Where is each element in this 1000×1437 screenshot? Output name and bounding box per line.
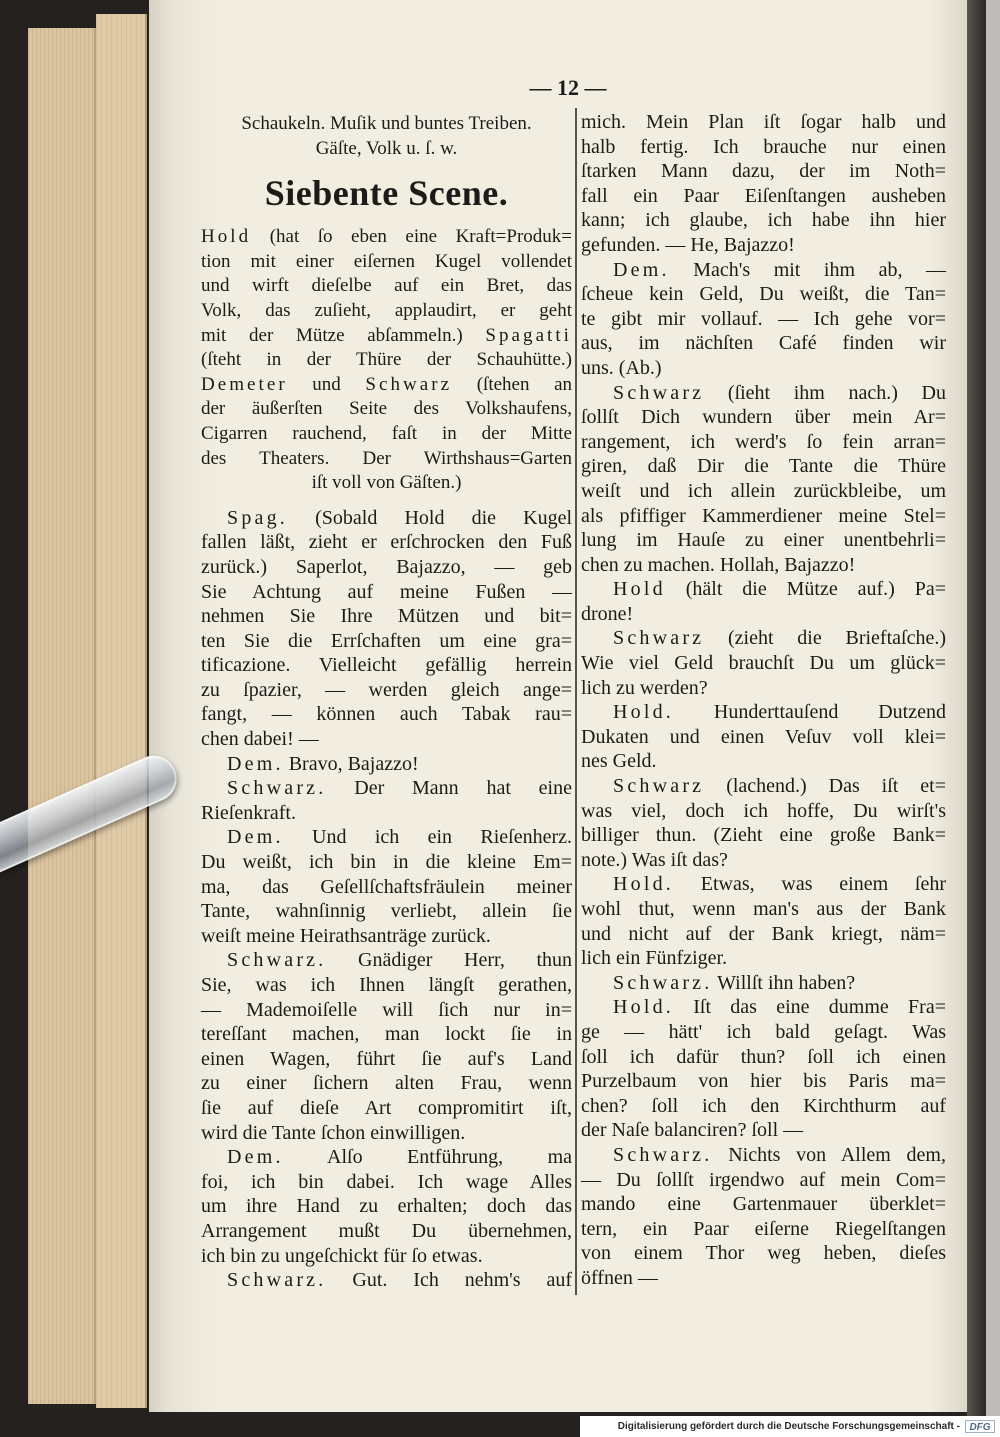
text-line	[201, 629, 572, 654]
character-name: Hold	[201, 226, 252, 248]
character-name: Hold	[613, 578, 666, 601]
text-line	[581, 1094, 946, 1119]
text-run: chen zu machen. Hollah, Bajazzo!	[581, 553, 856, 576]
text-run: mich. Mein Plan iſt ſogar halb und	[581, 111, 946, 133]
text-line	[201, 899, 572, 924]
column-divider	[575, 108, 577, 1295]
speech	[201, 506, 572, 752]
text-line	[201, 1145, 572, 1170]
text-line	[201, 1219, 572, 1244]
character-name: Dem.	[227, 826, 284, 849]
text-run: Der Mann hat eine	[326, 777, 572, 800]
character-name: Schwarz	[613, 627, 705, 650]
text-line	[581, 282, 946, 307]
text-run: chen dabei! —	[201, 728, 319, 751]
text-run: ſollſt Dich wundern über mein Ar=	[581, 406, 946, 429]
scene-heading: Siebente Scene.	[264, 173, 509, 214]
page-edge-shadow	[967, 0, 986, 1416]
text-line	[581, 676, 946, 701]
text-run: ſoll ich dafür thun? ſoll ich einen	[581, 1045, 946, 1068]
speech	[201, 752, 572, 777]
text-run: gefunden. — He, Bajazzo!	[581, 233, 795, 256]
text-run: fangt, — können auch Tabak rau=	[201, 703, 572, 726]
text-run: (ſtehen an	[452, 373, 573, 395]
book-page-edges-inner	[96, 14, 147, 1408]
text-line	[581, 946, 946, 971]
text-run: was viel, doch ich hoffe, Du wirſt's	[581, 799, 946, 822]
text-run: — Du ſollſt irgendwo auf mein Com=	[581, 1168, 946, 1191]
speech	[581, 258, 946, 381]
text-run: aus, im nächſten Café finden wir	[581, 332, 946, 355]
text-run: Sie Achtung auf meine Fußen —	[201, 580, 572, 603]
text-line	[201, 1121, 572, 1146]
text-run: Iſt das eine dumme Fra=	[674, 996, 946, 1019]
text-line	[581, 995, 946, 1020]
text-run: lich zu werden?	[581, 676, 708, 699]
text-line	[581, 626, 946, 651]
text-line	[201, 1268, 572, 1293]
text-line	[201, 225, 572, 250]
text-line	[581, 725, 946, 750]
text-line	[581, 774, 946, 799]
text-line	[201, 1022, 572, 1047]
text-run: ich bin zu ungeſchickt für ſo etwas.	[201, 1244, 483, 1267]
left-column	[201, 112, 572, 1293]
text-run: zu einer ſichern alten Frau, wenn	[201, 1072, 572, 1095]
text-run: foi, ich bin dabei. Ich wage Alles	[201, 1170, 572, 1193]
text-line	[581, 258, 946, 283]
text-line	[201, 373, 572, 398]
text-line	[581, 208, 946, 233]
text-line	[581, 1217, 946, 1242]
character-name: Schwarz.	[227, 777, 327, 800]
speech	[201, 776, 572, 825]
text-line	[201, 324, 572, 349]
text-line	[581, 1069, 946, 1094]
text-run: öffnen —	[581, 1266, 658, 1289]
text-run: rangement, ich werd's ſo fein arran=	[581, 430, 946, 453]
text-run: nes Geld.	[581, 750, 657, 773]
text-line	[581, 356, 946, 381]
speech	[581, 872, 946, 970]
text-run: Alſo Entführung, ma	[283, 1146, 572, 1169]
dfg-logo: DFG	[965, 1420, 995, 1433]
text-line	[581, 823, 946, 848]
text-line	[581, 848, 946, 873]
text-line	[581, 651, 946, 676]
dialogue	[581, 110, 946, 1291]
text-run: fallen läßt, zieht er erſchrocken den Fuß	[201, 531, 572, 554]
text-line	[581, 897, 946, 922]
speech	[201, 825, 572, 948]
text-run: als pfiffiger Kammerdiener meine Stel=	[581, 504, 946, 527]
text-line	[201, 506, 572, 531]
text-line	[581, 922, 946, 947]
text-run: uns. (Ab.)	[581, 356, 662, 379]
speech	[581, 1143, 946, 1291]
text-line	[201, 801, 572, 826]
text-run: te gibt mir vollauf. — Ich gehe vor=	[581, 307, 946, 330]
text-run: Wie viel Geld brauchſt Du um glück=	[581, 652, 946, 675]
text-run: halb fertig. Ich brauche nur einen	[581, 135, 946, 158]
character-name: Schwarz.	[613, 971, 713, 994]
text-line	[201, 678, 572, 703]
text-line	[201, 653, 572, 678]
text-line	[581, 233, 946, 258]
text-line	[581, 749, 946, 774]
speech	[581, 110, 946, 258]
text-run: zurück.) Saperlot, Bajazzo, — geb	[201, 555, 572, 578]
text-run: und wirft dieſelbe auf ein Bret, das	[201, 275, 572, 297]
text-line	[201, 1170, 572, 1195]
speech	[581, 774, 946, 872]
text-line	[581, 1168, 946, 1193]
speech	[581, 381, 946, 578]
text-line	[201, 924, 572, 949]
text-run: iſt voll von Gäſten.)	[311, 472, 462, 494]
stage-direction	[201, 225, 572, 496]
digitization-footer	[580, 1416, 1000, 1437]
book-page-edges-outer	[28, 28, 96, 1404]
text-line	[581, 1143, 946, 1168]
text-run: chen? ſoll ich den Kirchthurm auf	[581, 1094, 946, 1117]
text-run: weiſt und ich allein zurückbleibe, um	[581, 479, 946, 502]
text-run: weiſt meine Heirathsanträge zurück.	[201, 924, 491, 947]
character-name: Schwarz	[613, 775, 705, 798]
speech	[581, 995, 946, 1143]
text-run: (Sobald Hold die Kugel	[288, 506, 572, 529]
text-run: Purzelbaum von hier bis Paris ma=	[581, 1070, 946, 1093]
text-line	[581, 184, 946, 209]
text-line	[201, 555, 572, 580]
text-line	[581, 405, 946, 430]
text-run: ſcheue kein Geld, Du weißt, die Tan=	[581, 283, 946, 306]
character-name: Hold.	[613, 996, 674, 1019]
text-run: (ſieht ihm nach.) Du	[704, 381, 946, 404]
text-line	[201, 948, 572, 973]
text-run: Hunderttauſend Dutzend	[674, 701, 946, 724]
text-run: Arrangement mußt Du übernehmen,	[201, 1219, 572, 1242]
text-line	[201, 447, 572, 472]
text-line	[201, 875, 572, 900]
text-run: Und ich ein Rieſenherz.	[283, 826, 572, 849]
speech	[581, 700, 946, 774]
text-run: Etwas, was einem ſehr	[674, 873, 946, 896]
text-line	[201, 752, 572, 777]
text-line	[581, 872, 946, 897]
text-line	[201, 530, 572, 555]
text-run: ſie auf dieſe Art compromitirt iſt,	[201, 1096, 572, 1119]
text-run: tificazione. Vielleicht gefällig herrein	[201, 654, 572, 677]
speech	[581, 971, 946, 996]
character-name: Schwarz.	[227, 1269, 327, 1292]
text-line	[581, 135, 946, 160]
character-name: Dem.	[613, 258, 670, 281]
dialogue	[201, 506, 572, 1293]
text-line	[581, 577, 946, 602]
text-line	[201, 471, 572, 496]
text-run: der äußerſten Seite des Volkshaufens,	[201, 398, 572, 420]
text-line	[201, 1194, 572, 1219]
text-line	[581, 1192, 946, 1217]
text-run: tern, ein Paar eiſerne Riegelſtangen	[581, 1217, 946, 1240]
text-line	[201, 973, 572, 998]
text-line	[201, 1096, 572, 1121]
text-line	[201, 727, 572, 752]
text-run: tereſſant machen, man lockt ſie in	[201, 1023, 572, 1046]
funding-credit: Digitalisierung gefördert durch die Deutsche Forschungsgemeinschaft -	[617, 1421, 960, 1432]
text-line	[201, 274, 572, 299]
text-run: Cigarren rauchend, faſt in der Mitte	[201, 422, 572, 444]
text-run: Bravo, Bajazzo!	[283, 752, 419, 775]
text-run: der Naſe balanciren? ſoll —	[581, 1119, 804, 1142]
text-line	[581, 553, 946, 578]
text-line	[201, 776, 572, 801]
character-name: Hold.	[613, 701, 674, 724]
text-line	[581, 110, 946, 135]
text-line	[581, 1241, 946, 1266]
text-line	[201, 850, 572, 875]
text-line	[581, 430, 946, 455]
text-run: Volk, das zuſieht, applaudirt, er geht	[201, 299, 572, 321]
text-line	[581, 1266, 946, 1291]
scene-intro-direction	[201, 112, 572, 161]
text-line	[201, 702, 572, 727]
text-run: um ihre Hand zu erhalten; doch das	[201, 1195, 572, 1218]
text-run: Willſt ihn haben?	[712, 971, 856, 994]
text-line	[201, 580, 572, 605]
speech	[581, 626, 946, 700]
text-run: Schaukeln. Muſik und buntes Treiben.	[241, 113, 532, 134]
text-run: Gnädiger Herr, thun	[326, 949, 572, 972]
text-line	[201, 299, 572, 324]
character-name: Demeter	[201, 373, 288, 395]
text-run: ma, das Geſellſchaftsfräulein meiner	[201, 875, 572, 898]
text-run: ge — hätt' ich bald geſagt. Was	[581, 1020, 946, 1043]
text-line	[201, 112, 572, 137]
book-page	[149, 0, 967, 1412]
text-line	[581, 971, 946, 996]
character-name: Spagatti	[485, 324, 572, 346]
text-line	[581, 381, 946, 406]
page-number: — 12 —	[529, 75, 607, 100]
text-run: billiger thun. (Zieht eine große Bank=	[581, 824, 946, 847]
text-run: und	[287, 373, 366, 395]
text-run: (hält die Mütze auf.) Pa=	[665, 578, 946, 601]
text-run: einen Wagen, führt ſie auf's Land	[201, 1047, 572, 1070]
speech	[581, 577, 946, 626]
character-name: Spag.	[227, 506, 288, 529]
character-name: Schwarz.	[613, 1143, 713, 1166]
speech	[201, 948, 572, 1145]
text-line	[581, 1118, 946, 1143]
speech	[201, 1145, 572, 1268]
text-line	[581, 1020, 946, 1045]
text-run: nehmen Sie Ihre Mützen und bit=	[201, 605, 572, 628]
text-run: (lachend.) Das iſt et=	[704, 775, 946, 798]
text-run: lung im Hauſe zu einer unentbehrli=	[581, 529, 946, 552]
text-line	[201, 137, 572, 162]
text-line	[201, 250, 572, 275]
text-run: drone!	[581, 602, 634, 625]
text-line	[581, 504, 946, 529]
text-run: Mach's mit ihm ab, —	[669, 258, 946, 281]
text-line	[581, 528, 946, 553]
text-line	[581, 159, 946, 184]
text-line	[581, 1045, 946, 1070]
speech	[201, 1268, 572, 1293]
text-line	[581, 307, 946, 332]
text-line	[581, 331, 946, 356]
text-line	[201, 348, 572, 373]
text-run: lich ein Fünfziger.	[581, 947, 728, 970]
text-line	[201, 422, 572, 447]
text-line	[581, 454, 946, 479]
text-line	[581, 799, 946, 824]
character-name: Dem.	[227, 1146, 284, 1169]
character-name: Schwarz	[613, 381, 705, 404]
text-run: — Mademoiſelle will ſich nur in=	[201, 998, 572, 1021]
text-run: ten Sie die Errſchaften um eine gra=	[201, 629, 572, 652]
text-run: zu ſpazier, — werden gleich ange=	[201, 678, 572, 701]
text-line	[581, 602, 946, 627]
text-run: giren, daß Dir die Tante die Thüre	[581, 455, 946, 478]
text-line	[201, 1071, 572, 1096]
text-run: wird die Tante ſchon einwilligen.	[201, 1121, 466, 1144]
text-run: (hat ſo eben eine Kraft=Produk=	[251, 226, 572, 248]
character-name: Hold.	[613, 873, 674, 896]
text-run: Sie, was ich Ihnen längſt gerathen,	[201, 974, 572, 996]
text-line	[581, 479, 946, 504]
text-run: Dukaten und einen Veſuv voll klei=	[581, 725, 946, 748]
text-run: mit der Mütze abſammeln.)	[201, 324, 486, 346]
text-line	[201, 397, 572, 422]
text-run: Gäſte, Volk u. ſ. w.	[315, 137, 458, 159]
text-run: Nichts von Allem dem,	[712, 1143, 946, 1166]
text-run: mando eine Gartenmauer überklet=	[581, 1193, 946, 1216]
scan-margin	[986, 0, 1000, 1416]
text-run: note.) Was iſt das?	[581, 848, 728, 871]
text-line	[201, 825, 572, 850]
character-name: Schwarz.	[227, 949, 327, 972]
text-run: Du weißt, ich bin in die kleine Em=	[201, 851, 572, 874]
character-name: Dem.	[227, 752, 284, 775]
text-run: fall ein Paar Eiſenſtangen ausheben	[581, 184, 946, 207]
text-line	[201, 1244, 572, 1269]
text-run: des Theaters. Der Wirthshaus=Garten	[201, 447, 572, 469]
text-run: (ſteht in der Thüre der Schauhütte.)	[201, 349, 572, 371]
right-column	[581, 110, 946, 1291]
text-run: tion mit einer eiſernen Kugel vollendet	[201, 250, 572, 272]
text-line	[201, 998, 572, 1023]
text-run: wohl thut, wenn man's aus der Bank	[581, 898, 946, 920]
text-run: und nicht auf der Bank kriegt, näm=	[581, 922, 946, 945]
text-run: Tante, wahnſinnig verliebt, allein ſie	[201, 900, 572, 923]
text-run: (zieht die Brieftaſche.)	[704, 627, 946, 650]
text-run: Gut. Ich nehm's auf	[326, 1269, 572, 1292]
text-run: ſtarken Mann dazu, der im Noth=	[581, 160, 946, 183]
text-run: Rieſenkraft.	[201, 801, 296, 824]
text-run: von einem Thor weg heben, dieſes	[581, 1242, 946, 1265]
character-name: Schwarz	[365, 373, 453, 395]
text-run: kann; ich glaube, ich habe ihn hier	[581, 209, 946, 232]
text-line	[201, 1047, 572, 1072]
text-line	[581, 700, 946, 725]
text-line	[201, 604, 572, 629]
